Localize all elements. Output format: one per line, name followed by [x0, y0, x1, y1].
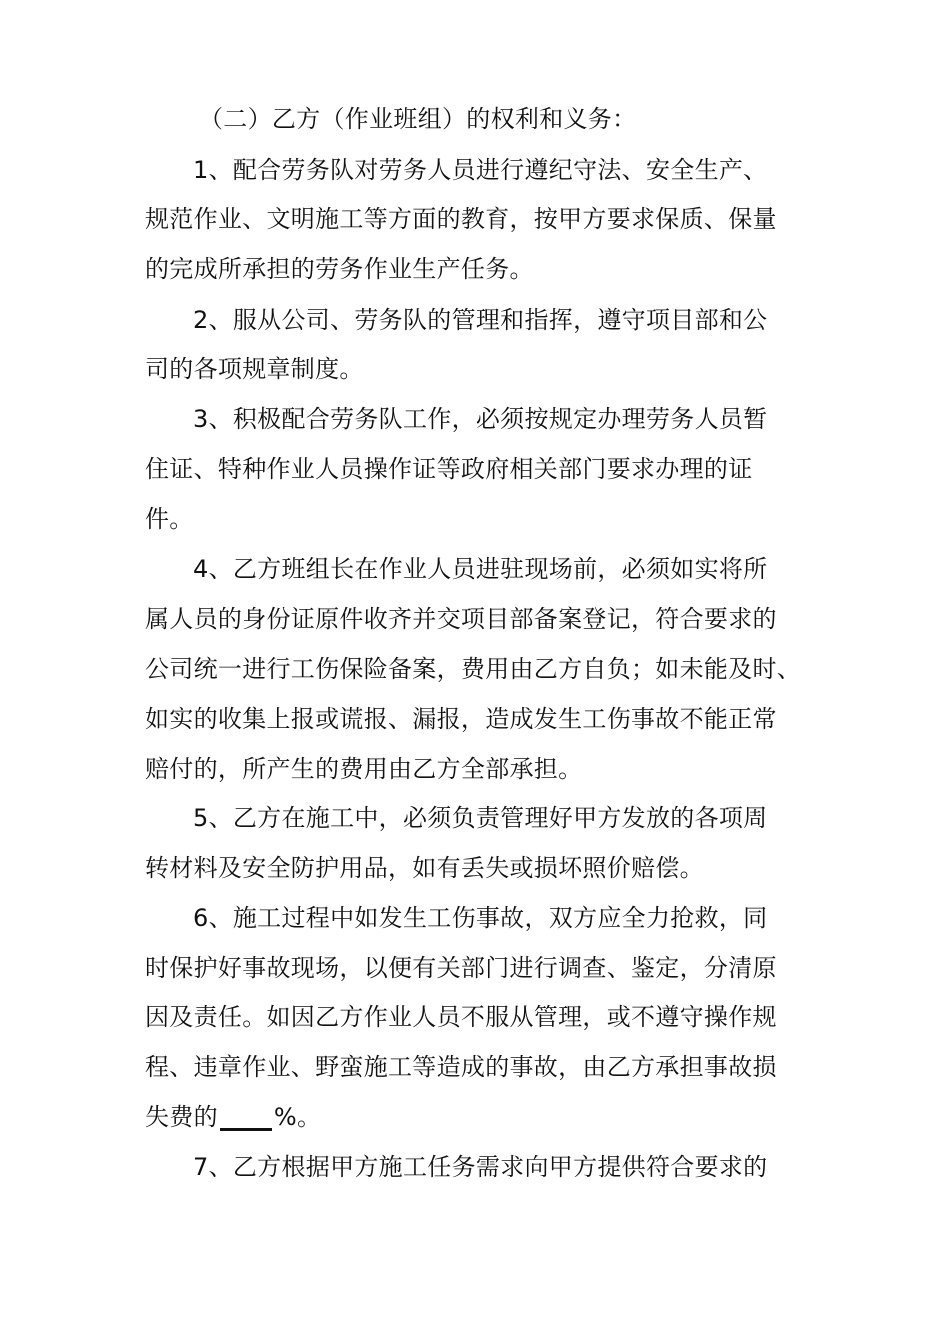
paragraph-4-line-3: 公司统一进行工伤保险备案，费用由乙方自负；如未能及时、	[145, 655, 802, 683]
paragraph-6-line-1: 6、施工过程中如发生工伤事故，双方应全力抢救，同	[193, 904, 768, 932]
paragraph-3-line-2: 住证、特种作业人员操作证等政府相关部门要求办理的证	[145, 455, 753, 483]
blank-prefix-text: 失费的	[145, 1103, 218, 1131]
blank-suffix-text: %。	[273, 1103, 322, 1131]
paragraph-4-line-5: 赔付的，所产生的费用由乙方全部承担。	[145, 755, 583, 783]
paragraph-3-line-3: 件。	[145, 505, 194, 533]
paragraph-1-line-1: 1、配合劳务队对劳务人员进行遵纪守法、安全生产、	[193, 156, 768, 184]
paragraph-1-line-2: 规范作业、文明施工等方面的教育，按甲方要求保质、保量	[145, 205, 777, 233]
paragraph-4-line-1: 4、乙方班组长在作业人员进驻现场前，必须如实将所	[193, 555, 768, 583]
paragraph-6-line-5	[145, 1101, 825, 1133]
paragraph-2-line-1: 2、服从公司、劳务队的管理和指挥，遵守项目部和公	[193, 306, 768, 334]
paragraph-1-line-3: 的完成所承担的劳务作业生产任务。	[145, 255, 534, 283]
paragraph-5-line-1: 5、乙方在施工中，必须负责管理好甲方发放的各项周	[193, 804, 768, 832]
paragraph-2-line-2: 司的各项规章制度。	[145, 355, 364, 383]
paragraph-4-line-2: 属人员的身份证原件收齐并交项目部备案登记，符合要求的	[145, 605, 777, 633]
paragraph-6-line-3: 因及责任。如因乙方作业人员不服从管理，或不遵守操作规	[145, 1003, 777, 1031]
paragraph-5-line-2: 转材料及安全防护用品，如有丢失或损坏照价赔偿。	[145, 854, 704, 882]
paragraph-6-line-4: 程、违章作业、野蛮施工等造成的事故，由乙方承担事故损	[145, 1053, 777, 1081]
paragraph-4-line-4: 如实的收集上报或谎报、漏报，造成发生工伤事故不能正常	[145, 705, 777, 733]
paragraph-7-line-1: 7、乙方根据甲方施工任务需求向甲方提供符合要求的	[193, 1153, 768, 1181]
paragraph-3-line-1: 3、积极配合劳务队工作，必须按规定办理劳务人员暂	[193, 405, 768, 433]
fill-in-blank[interactable]	[220, 1104, 272, 1131]
section-heading: （二）乙方（作业班组）的权利和义务：	[199, 105, 637, 133]
paragraph-6-line-2: 时保护好事故现场，以便有关部门进行调查、鉴定，分清原	[145, 954, 777, 982]
